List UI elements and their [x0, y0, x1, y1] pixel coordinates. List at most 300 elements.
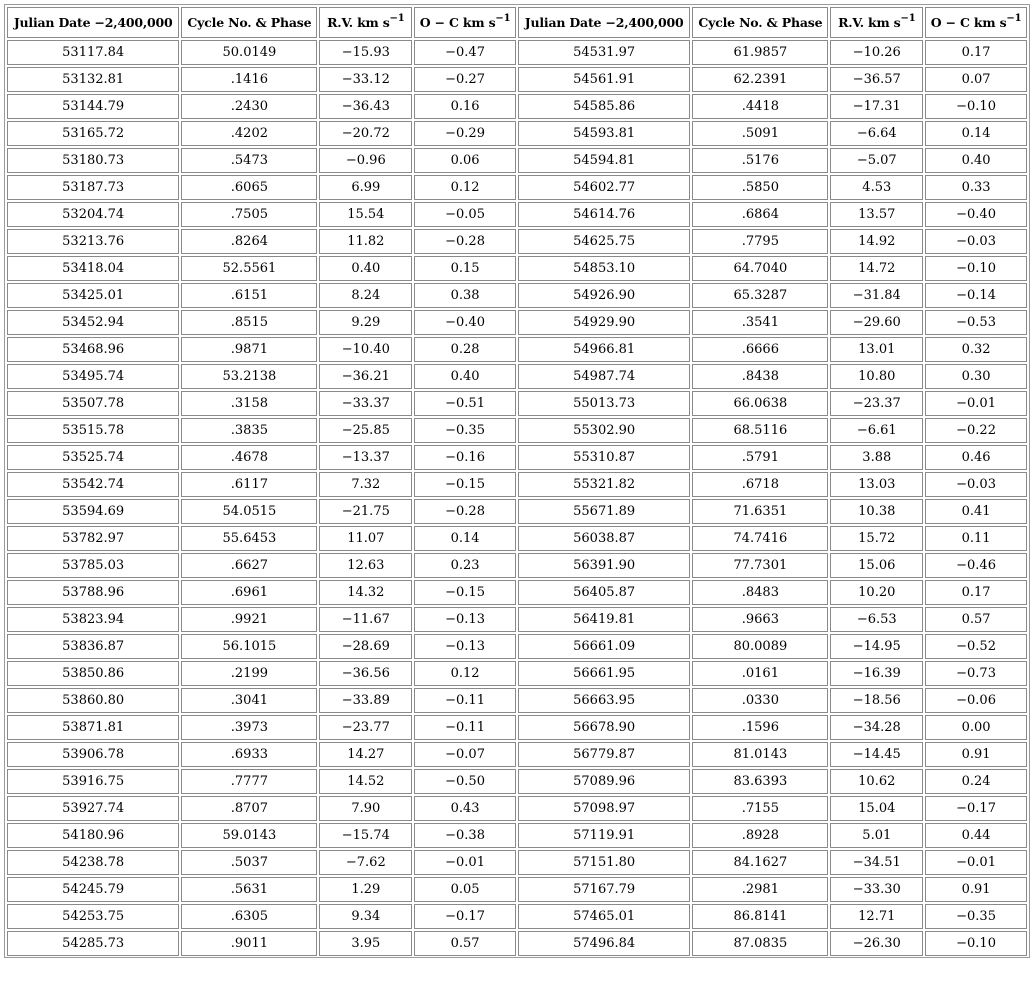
cell-radial-velocity: −33.37 [319, 391, 412, 416]
cell-o-minus-c: 0.33 [925, 175, 1027, 200]
table-row [7, 580, 1027, 605]
cell-cycle-phase: .9011 [181, 931, 317, 956]
cell-cycle-phase: .9921 [181, 607, 317, 632]
cell-radial-velocity: 15.72 [830, 526, 923, 551]
cell-radial-velocity: 13.03 [830, 472, 923, 497]
cell-o-minus-c: 0.43 [414, 796, 516, 821]
cell-cycle-phase: 64.7040 [692, 256, 828, 281]
cell-radial-velocity: −10.26 [830, 40, 923, 65]
cell-cycle-phase: .4202 [181, 121, 317, 146]
table-row [7, 121, 1027, 146]
cell-o-minus-c: −0.35 [925, 904, 1027, 929]
column-header-label: Cycle No. & Phase [698, 15, 823, 31]
cell-cycle-phase: .3835 [181, 418, 317, 443]
cell-cycle-phase: .7155 [692, 796, 828, 821]
cell-o-minus-c: 0.46 [925, 445, 1027, 470]
table-row [7, 769, 1027, 794]
cell-cycle-phase: .9663 [692, 607, 828, 632]
column-header-label: Julian Date −2,400,000 [524, 15, 684, 31]
cell-cycle-phase: .5176 [692, 148, 828, 173]
header-julian-date-2 [518, 7, 690, 38]
cell-o-minus-c: 0.15 [414, 256, 516, 281]
cell-radial-velocity: −15.93 [319, 40, 412, 65]
cell-radial-velocity: −13.37 [319, 445, 412, 470]
table-row [7, 391, 1027, 416]
cell-radial-velocity: 11.07 [319, 526, 412, 551]
cell-radial-velocity: 15.06 [830, 553, 923, 578]
cell-julian-date: 53468.96 [7, 337, 179, 362]
cell-o-minus-c: 0.00 [925, 715, 1027, 740]
cell-o-minus-c: 0.07 [925, 67, 1027, 92]
cell-cycle-phase: .6151 [181, 283, 317, 308]
cell-julian-date: 53594.69 [7, 499, 179, 524]
cell-o-minus-c: −0.07 [414, 742, 516, 767]
cell-cycle-phase: .6627 [181, 553, 317, 578]
cell-radial-velocity: −33.12 [319, 67, 412, 92]
cell-cycle-phase: .5473 [181, 148, 317, 173]
cell-cycle-phase: 77.7301 [692, 553, 828, 578]
cell-cycle-phase: .6305 [181, 904, 317, 929]
table-row [7, 877, 1027, 902]
cell-radial-velocity: 7.90 [319, 796, 412, 821]
cell-o-minus-c: −0.01 [925, 850, 1027, 875]
cell-o-minus-c: −0.03 [925, 229, 1027, 254]
table-row [7, 472, 1027, 497]
cell-cycle-phase: .5631 [181, 877, 317, 902]
cell-cycle-phase: 52.5561 [181, 256, 317, 281]
cell-julian-date: 54180.96 [7, 823, 179, 848]
cell-radial-velocity: 1.29 [319, 877, 412, 902]
cell-cycle-phase: .6961 [181, 580, 317, 605]
table-body [7, 40, 1027, 956]
table-header-row [7, 7, 1027, 38]
cell-julian-date: 56391.90 [518, 553, 690, 578]
cell-cycle-phase: .8264 [181, 229, 317, 254]
cell-julian-date: 54253.75 [7, 904, 179, 929]
cell-cycle-phase: .6666 [692, 337, 828, 362]
table-row [7, 67, 1027, 92]
cell-o-minus-c: −0.73 [925, 661, 1027, 686]
header-radial-velocity [319, 7, 412, 38]
cell-radial-velocity: 10.20 [830, 580, 923, 605]
cell-julian-date: 54929.90 [518, 310, 690, 335]
cell-radial-velocity: −26.30 [830, 931, 923, 956]
cell-julian-date: 53452.94 [7, 310, 179, 335]
cell-o-minus-c: −0.17 [414, 904, 516, 929]
table-row [7, 850, 1027, 875]
cell-radial-velocity: −36.56 [319, 661, 412, 686]
cell-julian-date: 53542.74 [7, 472, 179, 497]
header-julian-date [7, 7, 179, 38]
cell-julian-date: 54625.75 [518, 229, 690, 254]
table-row [7, 715, 1027, 740]
cell-o-minus-c: −0.14 [925, 283, 1027, 308]
cell-o-minus-c: −0.40 [414, 310, 516, 335]
table-row [7, 337, 1027, 362]
table-row [7, 310, 1027, 335]
table-row [7, 148, 1027, 173]
cell-julian-date: 57465.01 [518, 904, 690, 929]
radial-velocity-table [5, 5, 1029, 958]
cell-o-minus-c: −0.51 [414, 391, 516, 416]
cell-radial-velocity: 15.54 [319, 202, 412, 227]
cell-julian-date: 54926.90 [518, 283, 690, 308]
cell-cycle-phase: 62.2391 [692, 67, 828, 92]
cell-cycle-phase: 61.9857 [692, 40, 828, 65]
cell-o-minus-c: 0.14 [414, 526, 516, 551]
table-row [7, 607, 1027, 632]
cell-julian-date: 53495.74 [7, 364, 179, 389]
table-row [7, 553, 1027, 578]
cell-cycle-phase: .3158 [181, 391, 317, 416]
cell-julian-date: 56419.81 [518, 607, 690, 632]
cell-o-minus-c: 0.28 [414, 337, 516, 362]
cell-o-minus-c: 0.91 [925, 742, 1027, 767]
cell-julian-date: 53906.78 [7, 742, 179, 767]
cell-radial-velocity: −6.53 [830, 607, 923, 632]
cell-julian-date: 55321.82 [518, 472, 690, 497]
cell-cycle-phase: .8438 [692, 364, 828, 389]
cell-o-minus-c: 0.30 [925, 364, 1027, 389]
cell-o-minus-c: 0.17 [925, 40, 1027, 65]
cell-radial-velocity: 10.62 [830, 769, 923, 794]
cell-o-minus-c: −0.10 [925, 256, 1027, 281]
header-o-minus-c-2 [925, 7, 1027, 38]
cell-o-minus-c: −0.01 [925, 391, 1027, 416]
cell-julian-date: 53213.76 [7, 229, 179, 254]
cell-cycle-phase: .6065 [181, 175, 317, 200]
cell-o-minus-c: −0.06 [925, 688, 1027, 713]
cell-radial-velocity: −25.85 [319, 418, 412, 443]
cell-o-minus-c: −0.28 [414, 229, 516, 254]
table-row [7, 364, 1027, 389]
cell-cycle-phase: 80.0089 [692, 634, 828, 659]
table-row [7, 823, 1027, 848]
cell-julian-date: 53425.01 [7, 283, 179, 308]
cell-julian-date: 55310.87 [518, 445, 690, 470]
cell-radial-velocity: 0.40 [319, 256, 412, 281]
cell-julian-date: 53507.78 [7, 391, 179, 416]
cell-radial-velocity: 15.04 [830, 796, 923, 821]
cell-julian-date: 54966.81 [518, 337, 690, 362]
cell-o-minus-c: 0.16 [414, 94, 516, 119]
cell-radial-velocity: −23.77 [319, 715, 412, 740]
cell-o-minus-c: 0.44 [925, 823, 1027, 848]
cell-o-minus-c: 0.91 [925, 877, 1027, 902]
column-header-label: O − C km s [419, 15, 496, 31]
cell-julian-date: 54245.79 [7, 877, 179, 902]
cell-o-minus-c: 0.41 [925, 499, 1027, 524]
cell-cycle-phase: .6933 [181, 742, 317, 767]
cell-radial-velocity: 9.29 [319, 310, 412, 335]
cell-julian-date: 54987.74 [518, 364, 690, 389]
cell-cycle-phase: .5791 [692, 445, 828, 470]
cell-radial-velocity: −15.74 [319, 823, 412, 848]
cell-julian-date: 56779.87 [518, 742, 690, 767]
cell-radial-velocity: −16.39 [830, 661, 923, 686]
cell-julian-date: 54594.81 [518, 148, 690, 173]
cell-o-minus-c: −0.11 [414, 715, 516, 740]
cell-julian-date: 56661.95 [518, 661, 690, 686]
cell-julian-date: 54614.76 [518, 202, 690, 227]
cell-cycle-phase: .7795 [692, 229, 828, 254]
cell-o-minus-c: −0.13 [414, 607, 516, 632]
cell-cycle-phase: 66.0638 [692, 391, 828, 416]
cell-julian-date: 56661.09 [518, 634, 690, 659]
cell-o-minus-c: −0.17 [925, 796, 1027, 821]
table-row [7, 283, 1027, 308]
header-radial-velocity-2 [830, 7, 923, 38]
table-row [7, 688, 1027, 713]
column-header-label: R.V. km s [838, 15, 901, 31]
cell-o-minus-c: −0.11 [414, 688, 516, 713]
cell-julian-date: 53860.80 [7, 688, 179, 713]
column-header-unit-exponent: −1 [1006, 13, 1022, 25]
cell-radial-velocity: −28.69 [319, 634, 412, 659]
cell-o-minus-c: 0.24 [925, 769, 1027, 794]
cell-o-minus-c: −0.28 [414, 499, 516, 524]
cell-julian-date: 54602.77 [518, 175, 690, 200]
cell-o-minus-c: −0.15 [414, 580, 516, 605]
cell-o-minus-c: −0.50 [414, 769, 516, 794]
cell-cycle-phase: 55.6453 [181, 526, 317, 551]
cell-radial-velocity: −33.89 [319, 688, 412, 713]
cell-radial-velocity: 7.32 [319, 472, 412, 497]
cell-cycle-phase: 84.1627 [692, 850, 828, 875]
cell-julian-date: 57167.79 [518, 877, 690, 902]
cell-radial-velocity: −14.95 [830, 634, 923, 659]
header-cycle-phase [181, 7, 317, 38]
cell-julian-date: 54593.81 [518, 121, 690, 146]
column-header-label: O − C km s [930, 15, 1007, 31]
cell-radial-velocity: 12.71 [830, 904, 923, 929]
cell-cycle-phase: .8928 [692, 823, 828, 848]
cell-julian-date: 53785.03 [7, 553, 179, 578]
cell-o-minus-c: 0.17 [925, 580, 1027, 605]
cell-cycle-phase: 74.7416 [692, 526, 828, 551]
table-row [7, 931, 1027, 956]
cell-julian-date: 53132.81 [7, 67, 179, 92]
cell-cycle-phase: 71.6351 [692, 499, 828, 524]
cell-o-minus-c: 0.40 [925, 148, 1027, 173]
table-row [7, 175, 1027, 200]
cell-julian-date: 54561.91 [518, 67, 690, 92]
cell-julian-date: 55302.90 [518, 418, 690, 443]
cell-o-minus-c: 0.12 [414, 175, 516, 200]
cell-julian-date: 53117.84 [7, 40, 179, 65]
cell-julian-date: 57151.80 [518, 850, 690, 875]
cell-julian-date: 54531.97 [518, 40, 690, 65]
column-header-label: R.V. km s [327, 15, 390, 31]
cell-radial-velocity: −5.07 [830, 148, 923, 173]
cell-o-minus-c: 0.32 [925, 337, 1027, 362]
cell-julian-date: 53204.74 [7, 202, 179, 227]
cell-radial-velocity: 5.01 [830, 823, 923, 848]
table-row [7, 904, 1027, 929]
cell-radial-velocity: 13.01 [830, 337, 923, 362]
cell-radial-velocity: −10.40 [319, 337, 412, 362]
cell-cycle-phase: 87.0835 [692, 931, 828, 956]
table-row [7, 499, 1027, 524]
column-header-label: Julian Date −2,400,000 [13, 15, 173, 31]
cell-o-minus-c: 0.06 [414, 148, 516, 173]
cell-radial-velocity: 14.72 [830, 256, 923, 281]
table-row [7, 229, 1027, 254]
cell-julian-date: 53823.94 [7, 607, 179, 632]
cell-radial-velocity: 14.52 [319, 769, 412, 794]
cell-radial-velocity: 12.63 [319, 553, 412, 578]
cell-cycle-phase: .3541 [692, 310, 828, 335]
cell-julian-date: 55013.73 [518, 391, 690, 416]
cell-radial-velocity: −0.96 [319, 148, 412, 173]
header-cycle-phase-2 [692, 7, 828, 38]
cell-cycle-phase: .5850 [692, 175, 828, 200]
cell-cycle-phase: .0161 [692, 661, 828, 686]
cell-radial-velocity: −34.51 [830, 850, 923, 875]
cell-julian-date: 53187.73 [7, 175, 179, 200]
cell-o-minus-c: −0.16 [414, 445, 516, 470]
cell-julian-date: 53782.97 [7, 526, 179, 551]
table-row [7, 445, 1027, 470]
cell-radial-velocity: 3.95 [319, 931, 412, 956]
cell-cycle-phase: .8483 [692, 580, 828, 605]
cell-o-minus-c: 0.11 [925, 526, 1027, 551]
cell-julian-date: 53788.96 [7, 580, 179, 605]
header-o-minus-c [414, 7, 516, 38]
cell-julian-date: 53180.73 [7, 148, 179, 173]
cell-o-minus-c: −0.22 [925, 418, 1027, 443]
cell-radial-velocity: −14.45 [830, 742, 923, 767]
table-row [7, 661, 1027, 686]
cell-o-minus-c: −0.01 [414, 850, 516, 875]
cell-julian-date: 57098.97 [518, 796, 690, 821]
cell-radial-velocity: −6.64 [830, 121, 923, 146]
cell-o-minus-c: −0.47 [414, 40, 516, 65]
cell-radial-velocity: −20.72 [319, 121, 412, 146]
column-header-label: Cycle No. & Phase [187, 15, 312, 31]
cell-julian-date: 53418.04 [7, 256, 179, 281]
cell-radial-velocity: −21.75 [319, 499, 412, 524]
cell-julian-date: 53165.72 [7, 121, 179, 146]
cell-cycle-phase: .7777 [181, 769, 317, 794]
cell-cycle-phase: 53.2138 [181, 364, 317, 389]
cell-radial-velocity: −29.60 [830, 310, 923, 335]
cell-cycle-phase: 54.0515 [181, 499, 317, 524]
cell-o-minus-c: −0.38 [414, 823, 516, 848]
cell-radial-velocity: −36.57 [830, 67, 923, 92]
cell-o-minus-c: 0.05 [414, 877, 516, 902]
cell-cycle-phase: 68.5116 [692, 418, 828, 443]
cell-julian-date: 56405.87 [518, 580, 690, 605]
column-header-unit-exponent: −1 [495, 13, 511, 25]
cell-julian-date: 56038.87 [518, 526, 690, 551]
cell-cycle-phase: .5037 [181, 850, 317, 875]
cell-radial-velocity: −23.37 [830, 391, 923, 416]
cell-o-minus-c: 0.40 [414, 364, 516, 389]
cell-julian-date: 56678.90 [518, 715, 690, 740]
cell-o-minus-c: −0.10 [925, 931, 1027, 956]
cell-julian-date: 54853.10 [518, 256, 690, 281]
cell-julian-date: 53836.87 [7, 634, 179, 659]
cell-radial-velocity: 8.24 [319, 283, 412, 308]
cell-radial-velocity: 3.88 [830, 445, 923, 470]
table-row [7, 526, 1027, 551]
table-row [7, 742, 1027, 767]
column-header-unit-exponent: −1 [389, 13, 405, 25]
cell-radial-velocity: 10.38 [830, 499, 923, 524]
cell-julian-date: 54585.86 [518, 94, 690, 119]
cell-cycle-phase: 50.0149 [181, 40, 317, 65]
table-row [7, 418, 1027, 443]
cell-radial-velocity: −34.28 [830, 715, 923, 740]
column-header-unit-exponent: −1 [900, 13, 916, 25]
cell-radial-velocity: 14.92 [830, 229, 923, 254]
cell-o-minus-c: −0.40 [925, 202, 1027, 227]
cell-julian-date: 57496.84 [518, 931, 690, 956]
table-row [7, 94, 1027, 119]
cell-radial-velocity: −33.30 [830, 877, 923, 902]
cell-cycle-phase: .7505 [181, 202, 317, 227]
cell-o-minus-c: −0.29 [414, 121, 516, 146]
cell-julian-date: 53144.79 [7, 94, 179, 119]
cell-cycle-phase: .4418 [692, 94, 828, 119]
cell-cycle-phase: 81.0143 [692, 742, 828, 767]
cell-julian-date: 53850.86 [7, 661, 179, 686]
cell-cycle-phase: .2430 [181, 94, 317, 119]
cell-radial-velocity: −36.43 [319, 94, 412, 119]
cell-cycle-phase: 59.0143 [181, 823, 317, 848]
cell-radial-velocity: −31.84 [830, 283, 923, 308]
cell-cycle-phase: .0330 [692, 688, 828, 713]
cell-julian-date: 54238.78 [7, 850, 179, 875]
cell-radial-velocity: −11.67 [319, 607, 412, 632]
cell-julian-date: 55671.89 [518, 499, 690, 524]
cell-julian-date: 57089.96 [518, 769, 690, 794]
cell-radial-velocity: 13.57 [830, 202, 923, 227]
cell-julian-date: 53916.75 [7, 769, 179, 794]
cell-cycle-phase: 86.8141 [692, 904, 828, 929]
table-row [7, 40, 1027, 65]
cell-julian-date: 57119.91 [518, 823, 690, 848]
cell-o-minus-c: −0.03 [925, 472, 1027, 497]
cell-radial-velocity: 9.34 [319, 904, 412, 929]
cell-cycle-phase: .3041 [181, 688, 317, 713]
cell-radial-velocity: −18.56 [830, 688, 923, 713]
cell-cycle-phase: .8707 [181, 796, 317, 821]
cell-cycle-phase: .5091 [692, 121, 828, 146]
cell-julian-date: 54285.73 [7, 931, 179, 956]
cell-cycle-phase: .3973 [181, 715, 317, 740]
cell-o-minus-c: −0.05 [414, 202, 516, 227]
cell-o-minus-c: −0.35 [414, 418, 516, 443]
cell-radial-velocity: −17.31 [830, 94, 923, 119]
cell-o-minus-c: −0.52 [925, 634, 1027, 659]
cell-julian-date: 53515.78 [7, 418, 179, 443]
cell-o-minus-c: −0.10 [925, 94, 1027, 119]
cell-radial-velocity: −36.21 [319, 364, 412, 389]
cell-cycle-phase: .1416 [181, 67, 317, 92]
cell-cycle-phase: .2981 [692, 877, 828, 902]
cell-o-minus-c: −0.13 [414, 634, 516, 659]
table-row [7, 796, 1027, 821]
cell-cycle-phase: 56.1015 [181, 634, 317, 659]
cell-cycle-phase: .8515 [181, 310, 317, 335]
cell-cycle-phase: .6718 [692, 472, 828, 497]
cell-cycle-phase: .9871 [181, 337, 317, 362]
cell-radial-velocity: 11.82 [319, 229, 412, 254]
cell-cycle-phase: .6117 [181, 472, 317, 497]
cell-julian-date: 53525.74 [7, 445, 179, 470]
